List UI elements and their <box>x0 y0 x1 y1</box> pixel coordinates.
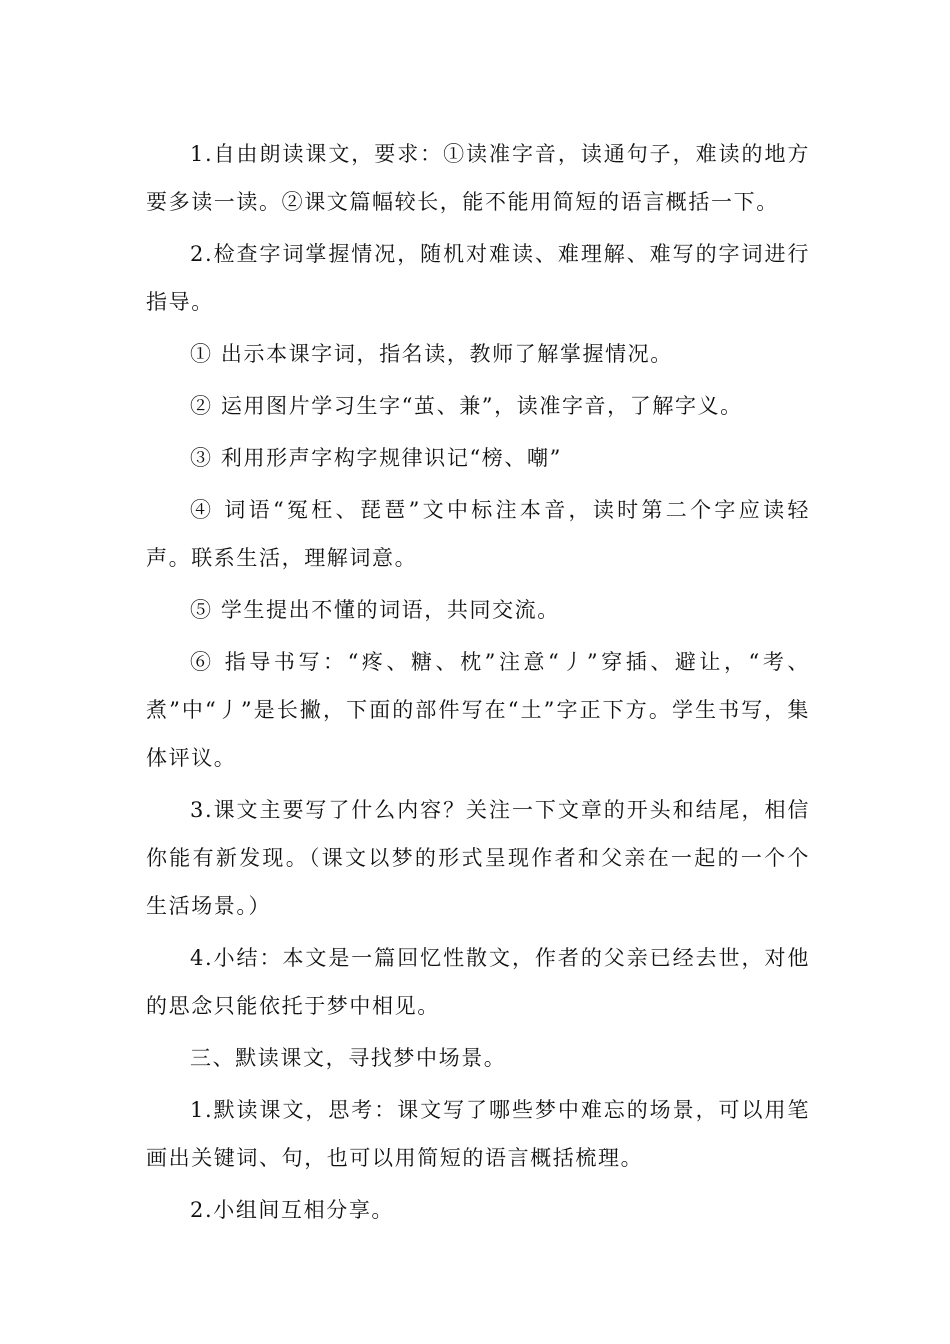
paragraph-sub-4: ④ 词语“冤枉、琵琶”文中标注本音，读时第二个字应读轻声。联系生活，理解词意。 <box>146 498 810 570</box>
document-page <box>146 130 810 1238</box>
paragraph-section3-step-2: 2.小组间互相分享。 <box>190 1198 395 1222</box>
paragraph-sub-6: ⑥ 指导书写：“疼、糖、枕”注意“丿”穿插、避让，“考、煮”中“丿”是长撇，下面的部件写在“土”字正下方。学生书写，集体评议。 <box>146 650 810 770</box>
paragraph-step-4: 4.小结：本文是一篇回忆性散文，作者的父亲已经去世，对他的思念只能依托于梦中相见。 <box>146 946 810 1018</box>
paragraph-step-2: 2.检查字词掌握情况，随机对难读、难理解、难写的字词进行指导。 <box>146 242 810 314</box>
section-heading-3: 三、默读课文，寻找梦中场景。 <box>190 1046 507 1070</box>
paragraph-sub-3: ③ 利用形声字构字规律识记“榜、嘲” <box>190 446 562 470</box>
paragraph-section3-step-1: 1.默读课文，思考：课文写了哪些梦中难忘的场景，可以用笔画出关键词、句，也可以用简短的语言概括梳理。 <box>146 1098 810 1170</box>
paragraph-sub-5: ⑤ 学生提出不懂的词语，共同交流。 <box>190 598 560 622</box>
paragraph-step-3: 3.课文主要写了什么内容？关注一下文章的开头和结尾，相信你能有新发现。（课文以梦的形式呈现作者和父亲在一起的一个个生活场景。） <box>146 798 810 918</box>
paragraph-sub-2: ② 运用图片学习生字“茧、兼”，读准字音，了解字义。 <box>190 394 743 418</box>
paragraph-sub-1: ① 出示本课字词，指名读，教师了解掌握情况。 <box>190 342 673 366</box>
paragraph-step-1: 1.自由朗读课文，要求：①读准字音，读通句子，难读的地方要多读一读。②课文篇幅较长，能不能用简短的语言概括一下。 <box>146 142 810 214</box>
